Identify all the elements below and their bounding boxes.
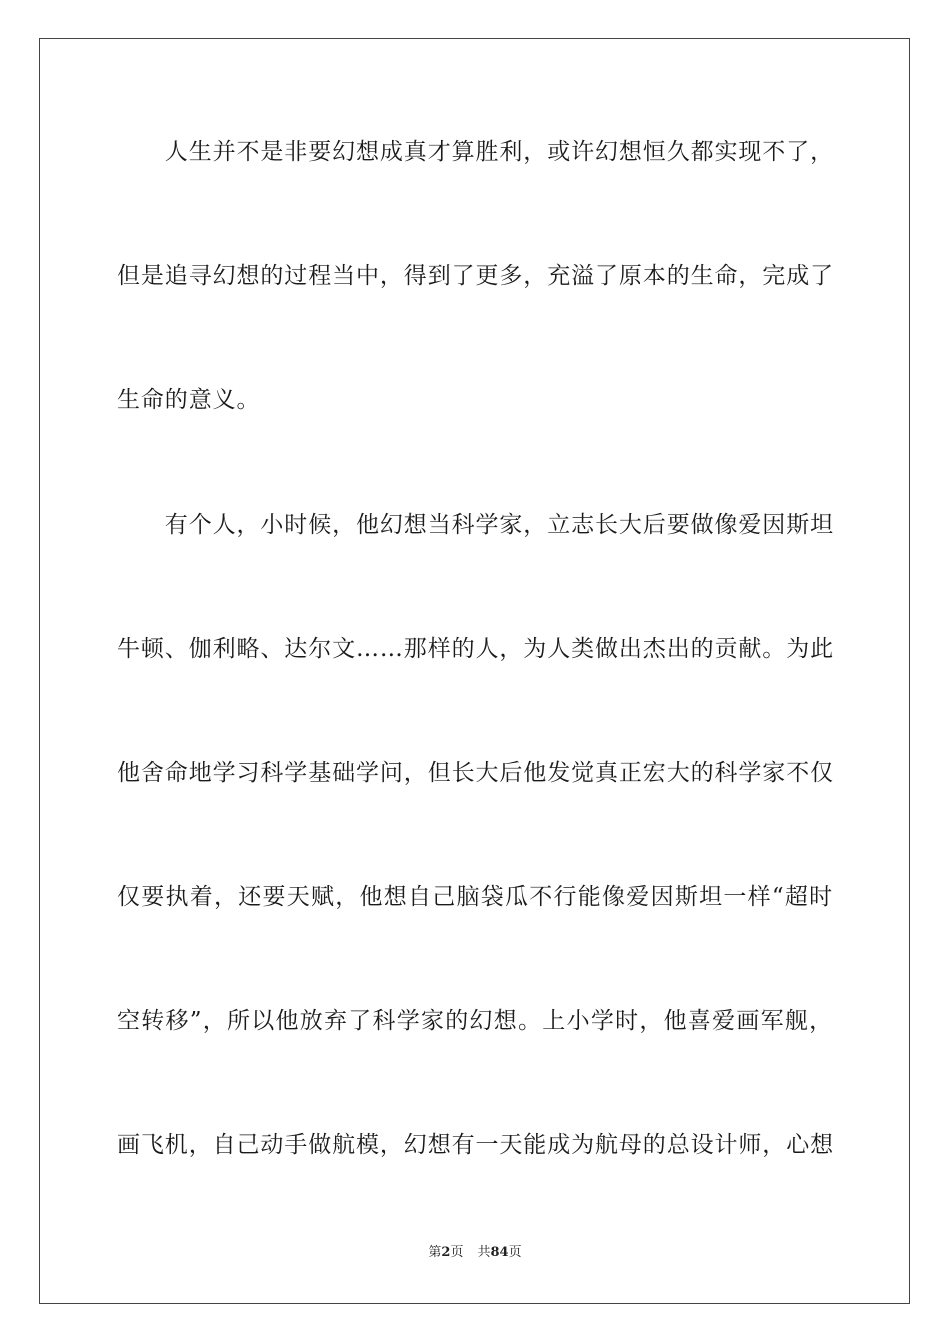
page-suffix: 页 <box>450 1245 464 1260</box>
text-line-4: 有个人，小时候，他幻想当科学家，立志长大后要做像爱因斯坦 <box>117 512 834 538</box>
page-border <box>39 38 910 1304</box>
text-line-6: 他舍命地学习科学基础学问，但长大后他发觉真正宏大的科学家不仅 <box>117 760 834 786</box>
total-pages: 84 <box>490 1245 509 1260</box>
text-line-3: 生命的意义。 <box>117 387 261 413</box>
page-footer <box>0 1244 950 1262</box>
text-line-8: 空转移”，所以他放弃了科学家的幻想。上小学时，他喜爱画军舰， <box>117 1008 833 1034</box>
text-line-9: 画飞机，自己动手做航模，幻想有一天能成为航母的总设计师，心想 <box>117 1132 834 1158</box>
total-suffix: 页 <box>508 1245 522 1260</box>
text-line-5: 牛顿、伽利略、达尔文……那样的人，为人类做出杰出的贡献。为此 <box>117 636 834 662</box>
text-line-1: 人生并不是非要幻想成真才算胜利，或许幻想恒久都实现不了， <box>117 139 834 165</box>
page-number: 2 <box>441 1245 451 1260</box>
text-line-7: 仅要执着，还要天赋，他想自己脑袋瓜不行能像爱因斯坦一样“超时 <box>117 884 833 910</box>
page-prefix: 第 <box>428 1245 442 1260</box>
text-line-2: 但是追寻幻想的过程当中，得到了更多，充溢了原本的生命，完成了 <box>117 263 834 289</box>
total-prefix: 共 <box>477 1245 491 1260</box>
